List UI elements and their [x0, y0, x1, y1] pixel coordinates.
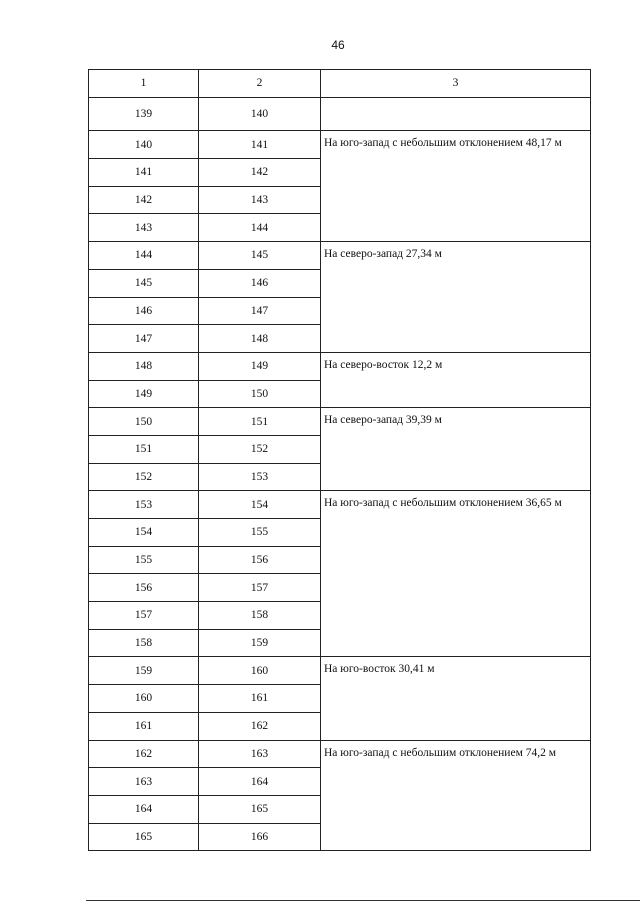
to-point-cell: 143 — [199, 186, 321, 214]
to-point-cell: 160 — [199, 657, 321, 685]
from-point-cell: 141 — [89, 159, 199, 187]
direction-description-cell: На юго-восток 30,41 м — [321, 657, 591, 740]
from-point-cell: 145 — [89, 269, 199, 297]
from-point-cell: 153 — [89, 491, 199, 519]
table-body — [89, 97, 591, 851]
to-point-cell: 164 — [199, 768, 321, 796]
to-point-cell: 156 — [199, 546, 321, 574]
from-point-cell: 157 — [89, 602, 199, 630]
direction-description-cell: На северо-запад 39,39 м — [321, 408, 591, 491]
page-bottom-rule — [86, 900, 640, 901]
table-header — [89, 70, 591, 98]
to-point-cell: 161 — [199, 685, 321, 713]
to-point-cell: 166 — [199, 823, 321, 851]
direction-description-cell — [321, 97, 591, 131]
to-point-cell: 152 — [199, 435, 321, 463]
header-col-3: 3 — [321, 70, 591, 98]
to-point-cell: 159 — [199, 629, 321, 657]
from-point-cell: 160 — [89, 685, 199, 713]
direction-description-cell: На юго-запад с небольшим отклонением 36,65 м — [321, 491, 591, 657]
direction-description-cell: На северо-запад 27,34 м — [321, 242, 591, 353]
direction-description-cell: На юго-запад с небольшим отклонением 48,17 м — [321, 131, 591, 242]
to-point-cell: 144 — [199, 214, 321, 242]
boundary-table — [88, 69, 591, 851]
to-point-cell: 149 — [199, 352, 321, 380]
to-point-cell: 155 — [199, 519, 321, 547]
to-point-cell: 147 — [199, 297, 321, 325]
from-point-cell: 161 — [89, 712, 199, 740]
table-row — [89, 242, 591, 270]
table-row — [89, 657, 591, 685]
from-point-cell: 149 — [89, 380, 199, 408]
table-row — [89, 491, 591, 519]
from-point-cell: 159 — [89, 657, 199, 685]
from-point-cell: 165 — [89, 823, 199, 851]
from-point-cell: 146 — [89, 297, 199, 325]
direction-description-cell: На юго-запад с небольшим отклонением 74,2 м — [321, 740, 591, 851]
to-point-cell: 158 — [199, 602, 321, 630]
from-point-cell: 163 — [89, 768, 199, 796]
table-row — [89, 352, 591, 380]
from-point-cell: 155 — [89, 546, 199, 574]
to-point-cell: 154 — [199, 491, 321, 519]
header-row — [89, 70, 591, 98]
from-point-cell: 154 — [89, 519, 199, 547]
to-point-cell: 163 — [199, 740, 321, 768]
to-point-cell: 157 — [199, 574, 321, 602]
from-point-cell: 147 — [89, 325, 199, 353]
header-col-2: 2 — [199, 70, 321, 98]
to-point-cell: 148 — [199, 325, 321, 353]
to-point-cell: 141 — [199, 131, 321, 159]
to-point-cell: 140 — [199, 97, 321, 131]
header-col-1: 1 — [89, 70, 199, 98]
from-point-cell: 140 — [89, 131, 199, 159]
to-point-cell: 153 — [199, 463, 321, 491]
from-point-cell: 152 — [89, 463, 199, 491]
direction-description-cell: На северо-восток 12,2 м — [321, 352, 591, 407]
to-point-cell: 145 — [199, 242, 321, 270]
from-point-cell: 164 — [89, 795, 199, 823]
from-point-cell: 142 — [89, 186, 199, 214]
table-row — [89, 97, 591, 131]
from-point-cell: 139 — [89, 97, 199, 131]
from-point-cell: 162 — [89, 740, 199, 768]
to-point-cell: 165 — [199, 795, 321, 823]
to-point-cell: 162 — [199, 712, 321, 740]
from-point-cell: 151 — [89, 435, 199, 463]
to-point-cell: 142 — [199, 159, 321, 187]
from-point-cell: 158 — [89, 629, 199, 657]
from-point-cell: 148 — [89, 352, 199, 380]
from-point-cell: 156 — [89, 574, 199, 602]
table-row — [89, 131, 591, 159]
from-point-cell: 143 — [89, 214, 199, 242]
page-number: 46 — [331, 38, 345, 52]
from-point-cell: 150 — [89, 408, 199, 436]
from-point-cell: 144 — [89, 242, 199, 270]
to-point-cell: 151 — [199, 408, 321, 436]
to-point-cell: 146 — [199, 269, 321, 297]
table-row — [89, 740, 591, 768]
to-point-cell: 150 — [199, 380, 321, 408]
table-row — [89, 408, 591, 436]
